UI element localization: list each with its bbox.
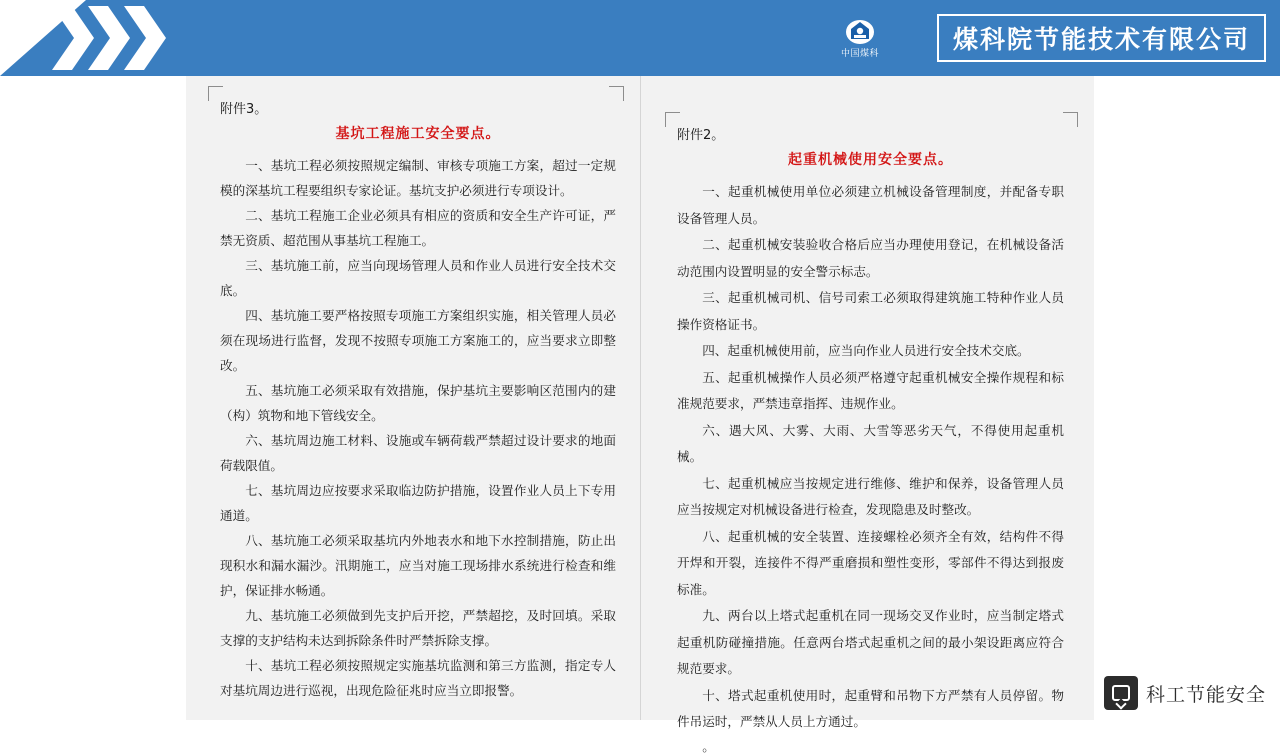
paragraph: 七、起重机械应当按规定进行维修、维护和保养，设备管理人员应当按规定对机械设备进行检查，发现隐患及时整改。: [677, 475, 1064, 517]
paragraph: 二、起重机械安装验收合格后应当办理使用登记，在机械设备活动范围内设置明显的安全警示标志。: [677, 237, 1064, 279]
watermark: [1104, 676, 1266, 710]
right-margin-blank: [1094, 76, 1280, 720]
paragraph: 六、基坑周边施工材料、设施或车辆荷载严禁超过设计要求的地面荷载限值。: [220, 433, 616, 473]
crop-mark-top-left: [208, 86, 223, 101]
paragraph: 二、基坑工程施工企业必须具有相应的资质和安全生产许可证，严禁无资质、超范围从事基坑工程施工。: [220, 208, 616, 248]
paragraph: 五、起重机械操作人员必须严格遵守起重机械安全操作规程和标准规范要求，严禁违章指挥、违规作业。: [677, 369, 1064, 411]
paragraph: 十、基坑工程必须按照规定实施基坑监测和第三方监测，指定专人对基坑周边进行巡视，出现危险征兆时应当立即报警。: [220, 658, 616, 698]
paragraph: 九、基坑施工必须做到先支护后开挖，严禁超挖，及时回填。采取支撑的支护结构未达到拆除条件时严禁拆除支撑。: [220, 608, 616, 648]
paragraph: 九、两台以上塔式起重机在同一现场交叉作业时，应当制定塔式起重机防碰撞措施。任意两台塔式起重机之间的最小架设距离应符合规范要求。: [677, 608, 1064, 676]
watermark-text: 科工节能安全: [1145, 683, 1266, 706]
left-margin-blank: [0, 76, 186, 720]
paragraph: 六、遇大风、大雾、大雨、大雪等恶劣天气，不得使用起重机械。: [677, 422, 1064, 464]
paragraph: 八、起重机械的安全装置、连接螺栓必须齐全有效，结构件不得开焊和开裂，连接件不得严重磨损和塑性变形，零部件不得达到报废标准。: [677, 528, 1064, 597]
wechat-account-logo-icon: [1104, 676, 1138, 710]
page-title: 基坑工程施工安全要点。: [335, 126, 501, 142]
logo-text: 中国煤科: [840, 48, 879, 58]
paragraph-tail-mark: 。: [702, 738, 715, 754]
paragraph: 五、基坑施工必须采取有效措施，保护基坑主要影响区范围内的建（构）筑物和地下管线安全。: [220, 383, 616, 423]
double-chevron-right-icon: [52, 6, 202, 70]
document-viewer[interactable]: [186, 76, 1094, 754]
company-name-box: [937, 14, 1266, 62]
page-title: 起重机械使用安全要点。: [788, 152, 953, 168]
paragraph: 三、起重机械司机、信号司索工必须取得建筑施工特种作业人员操作资格证书。: [677, 290, 1064, 332]
china-coal-logo-icon: [812, 16, 908, 62]
crop-mark-top-left: [665, 112, 680, 127]
page-header: [0, 0, 1280, 76]
logo-mark: [845, 19, 875, 45]
attachment-label: 附件2。: [677, 128, 725, 143]
paragraph: 七、基坑周边应按要求采取临边防护措施，设置作业人员上下专用通道。: [220, 483, 616, 523]
document-page-left: [186, 76, 640, 720]
paragraph: 三、基坑施工前，应当向现场管理人员和作业人员进行安全技术交底。: [220, 258, 616, 298]
paragraph: 四、基坑施工要严格按照专项施工方案组织实施，相关管理人员必须在现场进行监督，发现不按照专项施工方案施工的，应当要求立即整改。: [220, 308, 616, 373]
document-page-right: [640, 76, 1094, 754]
crop-mark-top-right: [609, 86, 624, 101]
paragraph: 一、基坑工程必须按照规定编制、审核专项施工方案，超过一定规模的深基坑工程要组织专家论证。基坑支护必须进行专项设计。: [220, 158, 616, 198]
paragraph: 十、塔式起重机使用时，起重臂和吊物下方严禁有人员停留。物件吊运时，严禁从人员上方通过。: [677, 687, 1064, 729]
attachment-label: 附件3。: [220, 102, 268, 117]
paragraph: 八、基坑施工必须采取基坑内外地表水和地下水控制措施，防止出现积水和漏水漏沙。汛期施工，应当对施工现场排水系统进行检查和维护，保证排水畅通。: [220, 533, 616, 598]
paragraph: 四、起重机械使用前，应当向作业人员进行安全技术交底。: [702, 343, 1030, 358]
paragraph: 一、起重机械使用单位必须建立机械设备管理制度，并配备专职设备管理人员。: [677, 184, 1064, 226]
company-name: 煤科院节能技术有限公司: [952, 25, 1250, 54]
crop-mark-top-right: [1063, 112, 1078, 127]
